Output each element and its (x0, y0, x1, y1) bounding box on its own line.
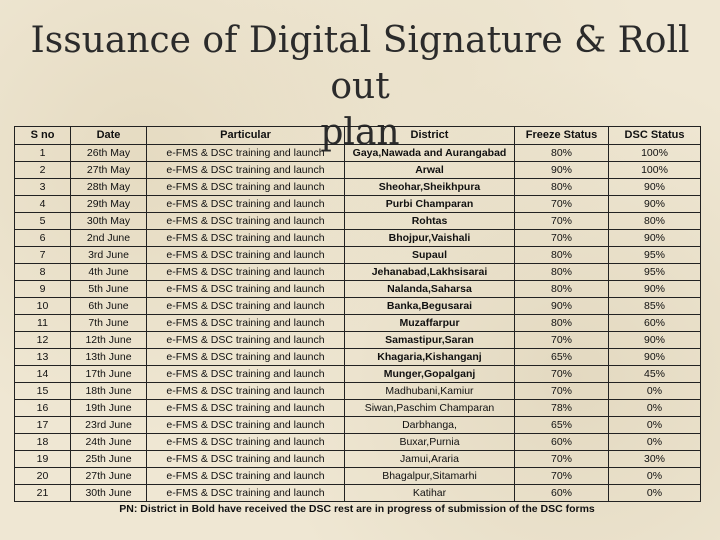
header-particular: Particular (147, 127, 345, 145)
cell-date: 24th June (71, 434, 147, 451)
cell-particular: e-FMS & DSC training and launch (147, 383, 345, 400)
cell-district: Samastipur,Saran (345, 332, 515, 349)
table-row (15, 451, 701, 468)
cell-particular: e-FMS & DSC training and launch (147, 179, 345, 196)
cell-particular: e-FMS & DSC training and launch (147, 400, 345, 417)
cell-dsc-status: 0% (609, 434, 701, 451)
cell-freeze-status: 70% (515, 230, 609, 247)
cell-sno: 14 (15, 366, 71, 383)
table-row (15, 213, 701, 230)
header-row (15, 127, 701, 145)
cell-freeze-status: 60% (515, 485, 609, 502)
header-dsc-status: DSC Status (609, 127, 701, 145)
cell-particular: e-FMS & DSC training and launch (147, 281, 345, 298)
cell-sno: 21 (15, 485, 71, 502)
cell-sno: 6 (15, 230, 71, 247)
cell-freeze-status: 80% (515, 145, 609, 162)
cell-particular: e-FMS & DSC training and launch (147, 162, 345, 179)
cell-dsc-status: 85% (609, 298, 701, 315)
cell-freeze-status: 65% (515, 417, 609, 434)
cell-dsc-status: 90% (609, 179, 701, 196)
table-row (15, 485, 701, 502)
cell-district: Jehanabad,Lakhsisarai (345, 264, 515, 281)
table-row (15, 400, 701, 417)
cell-particular: e-FMS & DSC training and launch (147, 417, 345, 434)
cell-district: Supaul (345, 247, 515, 264)
cell-date: 30th May (71, 213, 147, 230)
cell-district: Siwan,Paschim Champaran (345, 400, 515, 417)
cell-freeze-status: 70% (515, 332, 609, 349)
table-row (15, 230, 701, 247)
cell-date: 2nd June (71, 230, 147, 247)
table-row (15, 332, 701, 349)
table-row (15, 179, 701, 196)
cell-sno: 15 (15, 383, 71, 400)
cell-date: 28th May (71, 179, 147, 196)
table-row (15, 417, 701, 434)
table-row (15, 196, 701, 213)
cell-date: 12th June (71, 332, 147, 349)
cell-dsc-status: 95% (609, 264, 701, 281)
cell-date: 18th June (71, 383, 147, 400)
cell-particular: e-FMS & DSC training and launch (147, 196, 345, 213)
cell-district: Purbi Champaran (345, 196, 515, 213)
cell-date: 5th June (71, 281, 147, 298)
cell-dsc-status: 60% (609, 315, 701, 332)
cell-particular: e-FMS & DSC training and launch (147, 349, 345, 366)
cell-sno: 12 (15, 332, 71, 349)
cell-district: Nalanda,Saharsa (345, 281, 515, 298)
cell-sno: 10 (15, 298, 71, 315)
table-row (15, 281, 701, 298)
cell-dsc-status: 90% (609, 281, 701, 298)
cell-district: Rohtas (345, 213, 515, 230)
cell-district: Khagaria,Kishanganj (345, 349, 515, 366)
cell-freeze-status: 70% (515, 451, 609, 468)
cell-date: 27th June (71, 468, 147, 485)
table-row (15, 162, 701, 179)
cell-sno: 3 (15, 179, 71, 196)
cell-district: Bhagalpur,Sitamarhi (345, 468, 515, 485)
cell-date: 4th June (71, 264, 147, 281)
cell-dsc-status: 30% (609, 451, 701, 468)
cell-dsc-status: 45% (609, 366, 701, 383)
cell-dsc-status: 90% (609, 349, 701, 366)
table-header (15, 127, 701, 145)
cell-dsc-status: 90% (609, 196, 701, 213)
cell-date: 30th June (71, 485, 147, 502)
cell-freeze-status: 80% (515, 281, 609, 298)
cell-particular: e-FMS & DSC training and launch (147, 213, 345, 230)
cell-date: 13th June (71, 349, 147, 366)
cell-date: 19th June (71, 400, 147, 417)
cell-particular: e-FMS & DSC training and launch (147, 315, 345, 332)
cell-sno: 8 (15, 264, 71, 281)
cell-dsc-status: 90% (609, 332, 701, 349)
table-row (15, 315, 701, 332)
cell-freeze-status: 70% (515, 383, 609, 400)
footnote: PN: District in Bold have received the DSC rest are in progress of submission of the DSC forms (119, 503, 595, 515)
cell-freeze-status: 80% (515, 247, 609, 264)
cell-freeze-status: 90% (515, 162, 609, 179)
cell-sno: 11 (15, 315, 71, 332)
cell-particular: e-FMS & DSC training and launch (147, 247, 345, 264)
table-row (15, 366, 701, 383)
cell-dsc-status: 95% (609, 247, 701, 264)
cell-sno: 19 (15, 451, 71, 468)
cell-sno: 7 (15, 247, 71, 264)
cell-sno: 1 (15, 145, 71, 162)
table-row (15, 264, 701, 281)
cell-freeze-status: 80% (515, 179, 609, 196)
table-row (15, 247, 701, 264)
cell-district: Bhojpur,Vaishali (345, 230, 515, 247)
cell-dsc-status: 90% (609, 230, 701, 247)
cell-freeze-status: 70% (515, 468, 609, 485)
cell-sno: 20 (15, 468, 71, 485)
cell-district: Banka,Begusarai (345, 298, 515, 315)
cell-date: 3rd June (71, 247, 147, 264)
cell-particular: e-FMS & DSC training and launch (147, 434, 345, 451)
table-row (15, 468, 701, 485)
cell-particular: e-FMS & DSC training and launch (147, 298, 345, 315)
cell-dsc-status: 100% (609, 162, 701, 179)
cell-freeze-status: 70% (515, 196, 609, 213)
rollout-table (14, 126, 701, 502)
cell-particular: e-FMS & DSC training and launch (147, 230, 345, 247)
cell-dsc-status: 0% (609, 468, 701, 485)
cell-freeze-status: 70% (515, 213, 609, 230)
cell-dsc-status: 100% (609, 145, 701, 162)
header-sno: S no (15, 127, 71, 145)
cell-sno: 17 (15, 417, 71, 434)
cell-dsc-status: 0% (609, 485, 701, 502)
cell-freeze-status: 80% (515, 264, 609, 281)
cell-freeze-status: 70% (515, 366, 609, 383)
table-row (15, 145, 701, 162)
cell-district: Darbhanga, (345, 417, 515, 434)
cell-sno: 9 (15, 281, 71, 298)
cell-date: 26th May (71, 145, 147, 162)
cell-date: 17th June (71, 366, 147, 383)
cell-sno: 4 (15, 196, 71, 213)
cell-district: Jamui,Araria (345, 451, 515, 468)
header-district: District (345, 127, 515, 145)
cell-district: Madhubani,Kamiur (345, 383, 515, 400)
table-row (15, 298, 701, 315)
cell-particular: e-FMS & DSC training and launch (147, 485, 345, 502)
table-row (15, 434, 701, 451)
cell-sno: 2 (15, 162, 71, 179)
cell-district: Munger,Gopalganj (345, 366, 515, 383)
table-row (15, 349, 701, 366)
cell-freeze-status: 65% (515, 349, 609, 366)
table-body (15, 145, 701, 502)
cell-dsc-status: 0% (609, 400, 701, 417)
cell-district: Sheohar,Sheikhpura (345, 179, 515, 196)
header-freeze-status: Freeze Status (515, 127, 609, 145)
cell-particular: e-FMS & DSC training and launch (147, 332, 345, 349)
cell-date: 25th June (71, 451, 147, 468)
cell-dsc-status: 0% (609, 417, 701, 434)
cell-district: Arwal (345, 162, 515, 179)
cell-particular: e-FMS & DSC training and launch (147, 366, 345, 383)
cell-sno: 13 (15, 349, 71, 366)
cell-freeze-status: 78% (515, 400, 609, 417)
cell-district: Gaya,Nawada and Aurangabad (345, 145, 515, 162)
cell-date: 23rd June (71, 417, 147, 434)
title-line-1: Issuance of Digital Signature & Roll out (30, 20, 690, 107)
cell-dsc-status: 80% (609, 213, 701, 230)
cell-date: 27th May (71, 162, 147, 179)
title-line-2: plan (320, 112, 400, 153)
cell-sno: 16 (15, 400, 71, 417)
cell-district: Muzaffarpur (345, 315, 515, 332)
cell-freeze-status: 60% (515, 434, 609, 451)
cell-freeze-status: 90% (515, 298, 609, 315)
header-date: Date (71, 127, 147, 145)
cell-particular: e-FMS & DSC training and launch (147, 468, 345, 485)
cell-date: 7th June (71, 315, 147, 332)
cell-freeze-status: 80% (515, 315, 609, 332)
cell-particular: e-FMS & DSC training and launch (147, 145, 345, 162)
cell-date: 6th June (71, 298, 147, 315)
cell-district: Buxar,Purnia (345, 434, 515, 451)
cell-date: 29th May (71, 196, 147, 213)
cell-district: Katihar (345, 485, 515, 502)
rollout-table-container (14, 126, 700, 502)
cell-particular: e-FMS & DSC training and launch (147, 264, 345, 281)
cell-particular: e-FMS & DSC training and launch (147, 451, 345, 468)
cell-dsc-status: 0% (609, 383, 701, 400)
cell-sno: 5 (15, 213, 71, 230)
cell-sno: 18 (15, 434, 71, 451)
table-row (15, 383, 701, 400)
